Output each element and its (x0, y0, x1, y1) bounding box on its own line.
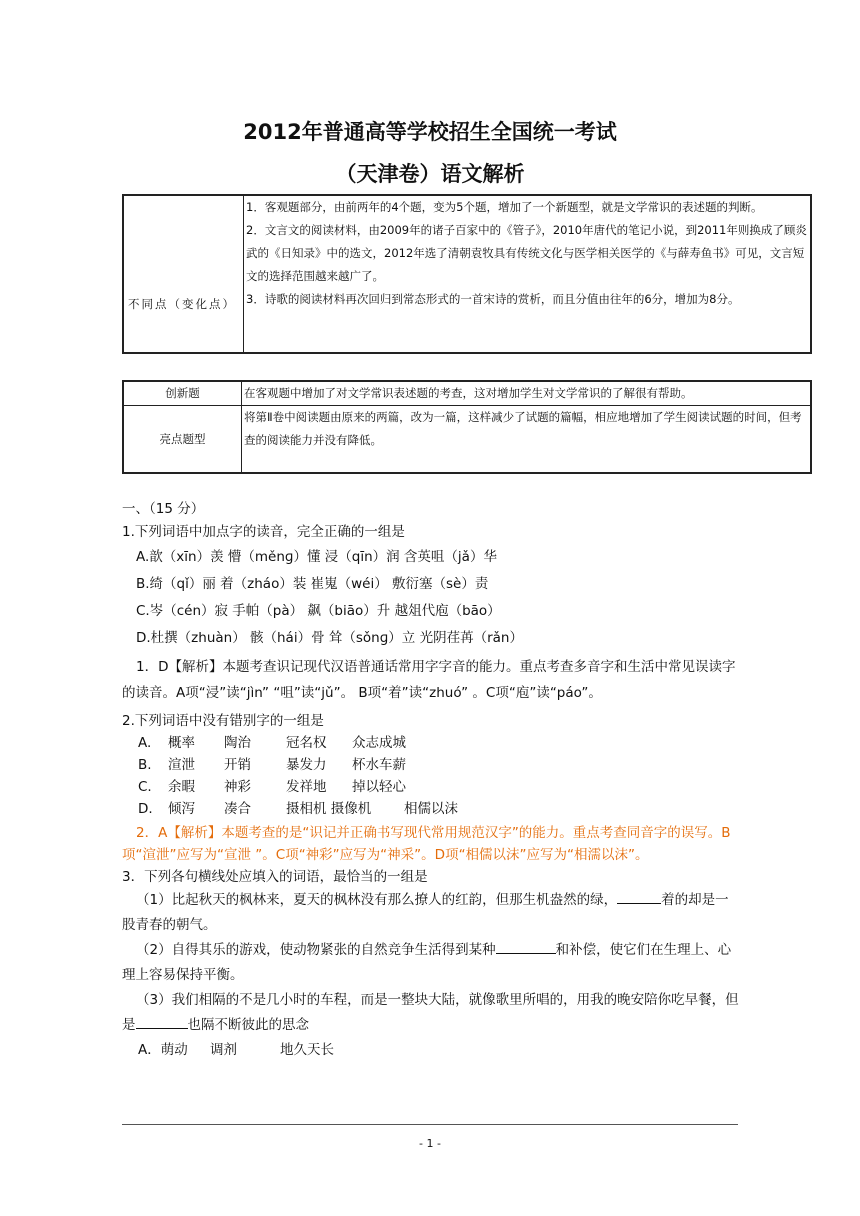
q2-option-a: A. 概率 陶治 冠名权 众志成城 (138, 735, 406, 751)
q2-option-b: B. 渲泄 开销 暴发力 杯水车薪 (138, 757, 406, 773)
change-item: 1．客观题部分，由前两年的4个题，变为5个题，增加了一个新题型，就是文学常识的表述题的判断。 (246, 200, 763, 214)
q2-stem: 2.下列词语中没有错别字的一组是 (122, 713, 324, 729)
q1-option-c: C.岑（cén）寂 手帕（pà） 飙（biāo）升 越俎代庖（bāo） (136, 603, 501, 619)
changes-label: 不同点（变化点） (128, 297, 236, 311)
q2-explanation: 2．A【解析】本题考查的是“识记并正确书写现代常用规范汉字”的能力。重点考查同音字的误写。B项“渲泄”应写为“宣泄 ”。C项“神彩”应写为“神采”。D项“相儒以沫”应写为“相濡以沫”。 (122, 825, 731, 863)
document-title: 2012年普通高等学校招生全国统一考试 (243, 120, 617, 144)
q3-sentence-2: （2）自得其乐的游戏，使动物紧张的自然竞争生活得到某种 和补偿，使它们在生理上、心理上容易保持平衡。 (122, 938, 742, 988)
q2-options (122, 732, 742, 820)
q1-option-d: D.杜撰（zhuàn） 骸（hái）骨 耸（sǒnɡ）立 光阴荏苒（rǎn） (136, 630, 523, 646)
q2-option-d: D. 倾泻 凑合 摄相机 摄像机 相儒以沫 (138, 801, 458, 817)
q1-option-b: B.绮（qǐ）丽 着（zháo）装 崔嵬（wéi） 敷衍塞（sè）责 (136, 576, 489, 592)
change-item: 2．文言文的阅读材料，由2009年的诸子百家中的《管子》，2010年唐代的笔记小说，到2011年则换成了顾炎武的《日知录》中的选文，2012年选了清朝袁牧具有传统文化与医学相关医学的《与薛寿鱼书》可见，文言短文的选择范围越来越广了。 (246, 223, 807, 283)
innovation-text: 在客观题中增加了对文学常识表述题的考查，这对增加学生对文学常识的了解很有帮助。 (242, 381, 812, 406)
q2-option-c: C. 余暇 神彩 发祥地 掉以轻心 (138, 779, 406, 795)
highlights-table (122, 380, 812, 474)
q1-option-a: A.歆（xīn）羡 懵（měnɡ）懂 浸（qīn）润 含英咀（jǎ）华 (136, 549, 497, 565)
highlight-label: 亮点题型 (123, 406, 242, 474)
page-number: - 1 - (419, 1137, 441, 1150)
q3-sentence-3: （3）我们相隔的不是几小时的车程，而是一整块大陆，就像歌里所唱的，用我的晚安陪你吃早餐，但是 也隔不断彼此的思念 (122, 992, 739, 1033)
q3-sentence-1: （1）比起秋天的枫林来，夏天的枫林没有那么撩人的红韵，但那生机盎然的绿， 着的却是一股青春的朝气。 (122, 888, 742, 938)
changes-label-cell (123, 195, 244, 353)
changes-content-cell (244, 195, 812, 353)
change-item: 3．诗歌的阅读材料再次回归到常态形式的一首宋诗的赏析，而且分值由往年的6分，增加为8分。 (246, 292, 740, 306)
q1-stem: 1.下列词语中加点字的读音，完全正确的一组是 (122, 524, 405, 540)
section-header: 一、（15 分） (122, 501, 205, 517)
innovation-label: 创新题 (123, 381, 242, 406)
q3-blank-2 (496, 939, 556, 954)
footer-divider (122, 1124, 738, 1125)
q1-explanation: 1．D【解析】本题考查识记现代汉语普通话常用字字音的能力。重点考查多音字和生活中常见误读字的读音。A项“浸”读“jìn” “咀”读“jǔ”。 B项“着”读“zhuó” 。C项“庖”读“páo”。 (122, 659, 736, 701)
highlight-text: 将第Ⅱ卷中阅读题由原来的两篇，改为一篇，这样减少了试题的篇幅，相应地增加了学生阅读试题的时间，但考查的阅读能力并没有降低。 (242, 406, 812, 474)
questions-body (122, 498, 742, 1063)
q3-option-a: A．萌动 调剂 地久天长 (138, 1042, 334, 1058)
q3-blank-1 (617, 889, 661, 904)
document-subtitle: （天津卷）语文解析 (335, 162, 525, 186)
q3-stem: 3．下列各句横线处应填入的词语，最恰当的一组是 (122, 869, 428, 885)
changes-table (122, 194, 812, 354)
q3-blank-3 (136, 1014, 188, 1029)
